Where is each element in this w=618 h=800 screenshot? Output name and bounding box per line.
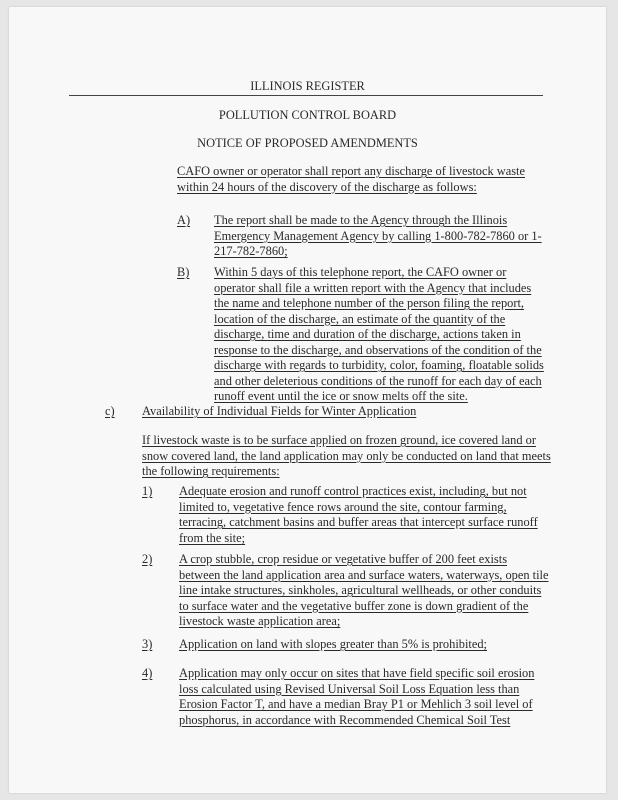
notice-title: NOTICE OF PROPOSED AMENDMENTS <box>197 136 418 150</box>
subitem-line: location of the discharge, an estimate of the quantity of the <box>214 311 506 326</box>
subitem-line: response to the discharge, and observations of the condition of the <box>214 342 542 357</box>
intro-line: CAFO owner or operator shall report any discharge of livestock waste <box>177 164 525 178</box>
item-line: loss calculated using Revised Universal Soil Loss Equation less than <box>179 681 520 696</box>
item-text-4 <box>179 666 534 728</box>
item-line: Adequate erosion and runoff control practices exist, including, but not <box>179 484 527 498</box>
document-page <box>9 7 606 793</box>
item-line: between the land application area and surface waters, waterways, open tile <box>179 567 549 582</box>
item-line: Application may only occur on sites that have field specific soil erosion <box>179 666 535 680</box>
intro-paragraph <box>177 164 525 195</box>
item-label-2: 2) <box>142 552 153 566</box>
item-line: to surface water and the vegetative buffer zone is down gradient of the <box>179 598 529 613</box>
subitem-line: Emergency Management Agency by calling 1-800-782-7860 or 1- <box>214 228 542 243</box>
subitem-text-b <box>214 265 544 405</box>
item-line: terracing, catchment basins and buffer areas that intercept surface runoff <box>179 515 538 529</box>
subitem-line: 217-782-7860; <box>214 244 288 258</box>
para-line: snow covered land, the land application may only be conducted on land that meets <box>142 448 551 463</box>
item-line: from the site; <box>179 530 246 545</box>
subitem-line: discharge with regards to turbidity, color, foaming, floatable solids <box>214 358 544 372</box>
intro-line: within 24 hours of the discovery of the discharge as follows: <box>177 179 477 194</box>
item-line: Application on land with slopes greater than 5% is prohibited; <box>179 637 487 651</box>
subitem-line: Within 5 days of this telephone report, the CAFO owner or <box>214 265 507 279</box>
item-line: phosphorus, in accordance with Recommended Chemical Soil Test <box>179 712 511 727</box>
subitem-text-a <box>214 213 542 260</box>
subitem-line: The report shall be made to the Agency through the Illinois <box>214 213 508 227</box>
board-title: POLLUTION CONTROL BOARD <box>218 108 397 122</box>
header-rule <box>69 95 543 96</box>
item-text-1 <box>179 484 538 546</box>
subitem-line: runoff event until the ice or snow melts off the site. <box>214 389 468 403</box>
subitem-label-b: B) <box>177 265 190 279</box>
item-line: livestock waste application area; <box>179 614 341 628</box>
item-line: Erosion Factor T, and have a median Bray P1 or Mehlich 3 soil level of <box>179 697 533 711</box>
item-line: line intake structures, sinkholes, agricultural wellheads, or other conduits <box>179 583 542 597</box>
section-c-title: Availability of Individual Fields for Winter Application <box>142 404 417 418</box>
subitem-line: and other deleterious conditions of the runoff for each day of each <box>214 373 542 388</box>
para-line: If livestock waste is to be surface applied on frozen ground, ice covered land or <box>142 433 536 447</box>
item-label-3: 3) <box>142 637 153 651</box>
subitem-line: operator shall file a written report with the Agency that includes <box>214 280 532 295</box>
item-line: A crop stubble, crop residue or vegetative buffer of 200 feet exists <box>179 552 508 566</box>
para-line: the following requirements: <box>142 464 280 478</box>
item-line: limited to, vegetative fence rows around the site, contour farming, <box>179 499 507 514</box>
section-c-paragraph <box>142 433 551 480</box>
section-c-label: c) <box>105 404 115 418</box>
item-label-1: 1) <box>142 484 153 498</box>
register-header: ILLINOIS REGISTER <box>250 79 365 93</box>
item-text-2 <box>179 552 549 630</box>
subitem-line: discharge, time and duration of the discharge, actions taken in <box>214 327 521 341</box>
subitem-label-a: A) <box>177 213 191 227</box>
subitem-line: the name and telephone number of the person filing the report, <box>214 296 525 310</box>
item-label-4: 4) <box>142 666 153 680</box>
item-text-3 <box>179 637 487 653</box>
